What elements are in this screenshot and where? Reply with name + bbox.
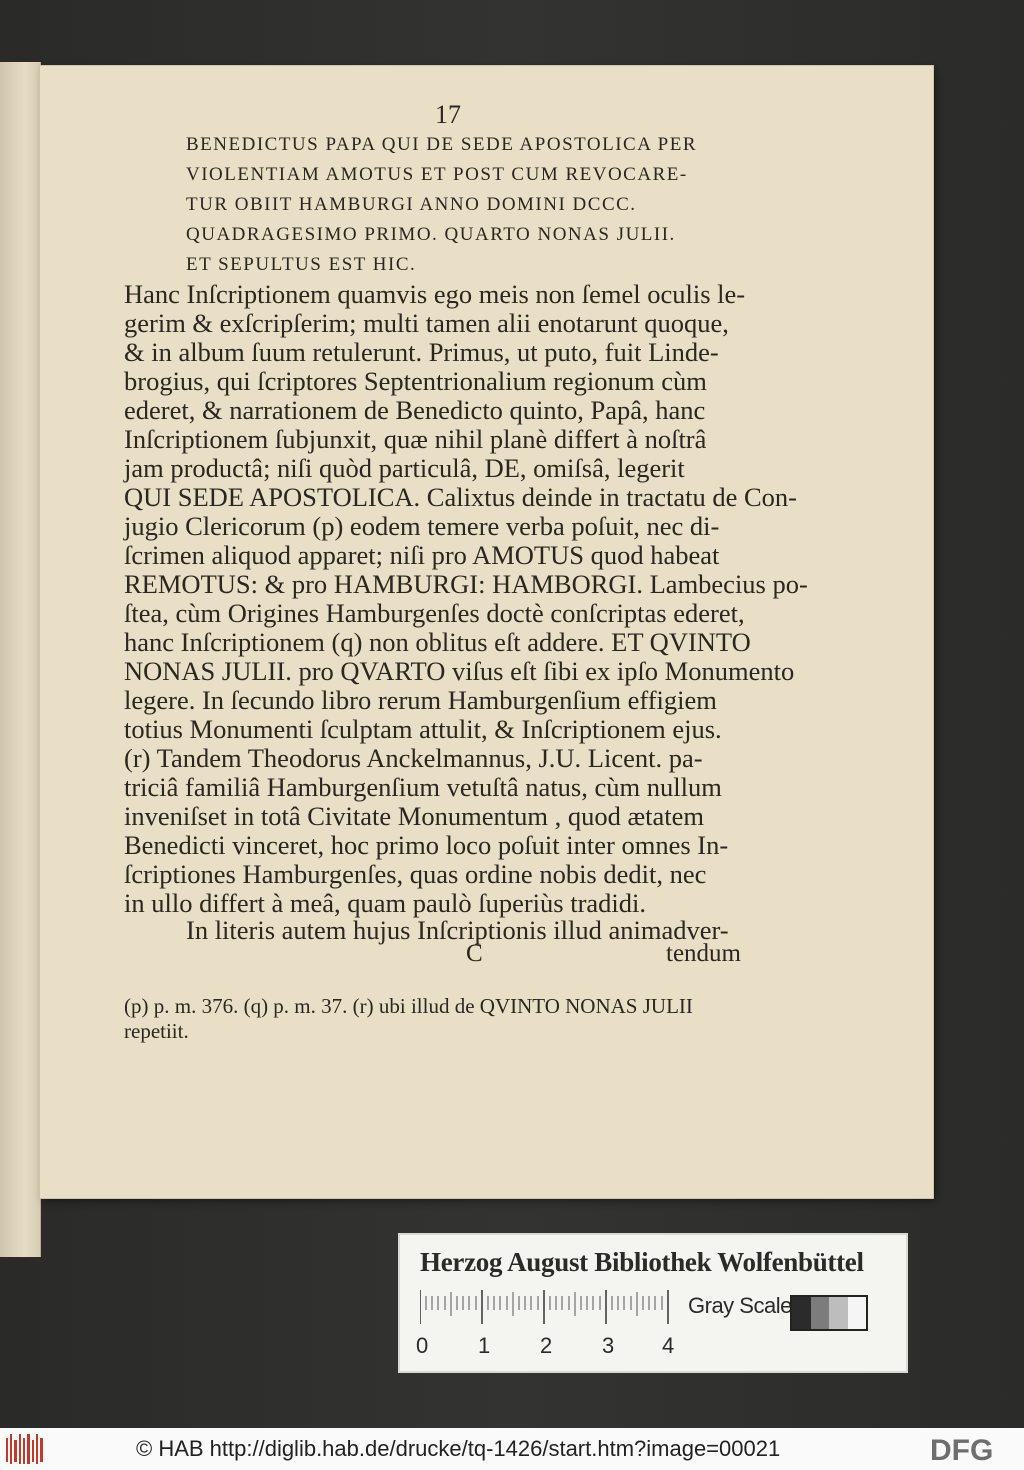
scale-number: 0 (416, 1333, 429, 1358)
text-line: ſcriptiones Hamburgenſes, quas ordine nobis dedit, nec (124, 859, 707, 889)
text-line: jugio Clericorum (p) eodem temere verba poſuit, nec di- (124, 511, 720, 541)
text-line: totius Monumenti ſculptam attulit, & Inſcriptionem ejus. (124, 714, 722, 744)
ruler-scale (420, 1290, 670, 1330)
text-line: Benedicti vinceret, hoc primo loco poſuit inter omnes In- (124, 830, 729, 860)
text-line: In literis autem hujus Inſcriptionis illud animadver- (186, 915, 729, 945)
gray-scale-swatches (790, 1295, 868, 1331)
text-line: triciâ familiâ Hamburgenſium vetuſtâ natus, cùm nullum (124, 772, 722, 802)
text-line: Hanc Inſcriptionem quamvis ego meis non ſemel oculis le- (124, 279, 746, 309)
inscription-line: BENEDICTUS PAPA QUI DE SEDE APOSTOLICA PER (186, 134, 697, 155)
card-title: Herzog August Bibliothek Wolfenbüttel (420, 1247, 864, 1277)
scale-number: 1 (478, 1333, 491, 1358)
text-line: ederet, & narrationem de Benedicto quinto, Papâ, hanc (124, 395, 706, 425)
catchword: tendum (666, 940, 741, 967)
text-line: Inſcriptionem ſubjunxit, quæ nihil planè differt à noſtrâ (124, 424, 707, 454)
text-line: ſcrimen aliquod apparet; niſi pro AMOTUS quod habeat (124, 540, 720, 570)
inscription-line: VIOLENTIAM AMOTUS ET POST CUM REVOCARE- (186, 164, 688, 185)
text-line: & in album ſuum retulerunt. Primus, ut puto, fuit Linde- (124, 337, 719, 367)
inscription-line: QUADRAGESIMO PRIMO. QUARTO NONAS JULII. (186, 224, 676, 245)
text-line: (r) Tandem Theodorus Anckelmannus, J.U. Licent. pa- (124, 743, 703, 773)
book-page (40, 66, 933, 1198)
inscription-line: ET SEPULTUS EST HIC. (186, 254, 417, 275)
text-line: inveniſset in totâ Civitate Monumentum , quod ætatem (124, 801, 704, 831)
dfg-logo-icon (930, 1434, 1016, 1464)
footer-bar (0, 1428, 1024, 1470)
text-line: hanc Inſcriptionem (q) non oblitus eſt addere. ET QVINTO (124, 627, 751, 657)
text-line: QUI SEDE APOSTOLICA. Calixtus deinde in tractatu de Con- (124, 482, 797, 512)
text-line: NONAS JULII. pro QVARTO viſus eſt ſibi ex ipſo Monumento (124, 656, 795, 686)
scale-number: 2 (540, 1333, 553, 1358)
text-line: brogius, qui ſcriptores Septentrionalium regionum cùm (124, 366, 707, 396)
gray-swatch (848, 1297, 867, 1329)
text-line: gerim & exſcripſerim; multi tamen alii enotarunt quoque, (124, 308, 729, 338)
gray-swatch (829, 1297, 848, 1329)
footnote-line: (p) p. m. 376. (q) p. m. 37. (r) ubi illud de QVINTO NONAS JULII (124, 994, 693, 1018)
color-calibration-card (398, 1233, 908, 1373)
scale-number: 4 (662, 1333, 675, 1358)
copyright-link[interactable]: © HAB http://diglib.hab.de/drucke/tq-1426/start.htm?image=00021 (136, 1436, 781, 1461)
inscription-line: TUR OBIIT HAMBURGI ANNO DOMINI DCCC. (186, 194, 637, 215)
hab-barcode-logo-icon (6, 1432, 46, 1466)
text-line: ſtea, cùm Origines Hamburgenſes doctè conſcriptas ederet, (124, 598, 745, 628)
text-line: legere. In ſecundo libro rerum Hamburgenſium effigiem (124, 685, 717, 715)
signature-mark: C (466, 940, 483, 967)
gray-swatch (811, 1297, 830, 1329)
page-number: 17 (435, 100, 461, 129)
gray-swatch (792, 1297, 811, 1329)
text-line: jam productâ; niſi quòd particulâ, DE, omiſsâ, legerit (124, 453, 685, 483)
text-line: REMOTUS: & pro HAMBURGI: HAMBORGI. Lambecius po- (124, 569, 808, 599)
scale-number: 3 (602, 1333, 615, 1358)
footnote-line: repetiit. (124, 1019, 189, 1043)
dfg-logo-text: DFG (930, 1434, 994, 1464)
text-line: in ullo differt à meâ, quam paulò ſuperiùs tradidi. (124, 888, 647, 918)
previous-page-edge (0, 62, 41, 1257)
gray-scale-label: Gray Scale (688, 1293, 792, 1318)
